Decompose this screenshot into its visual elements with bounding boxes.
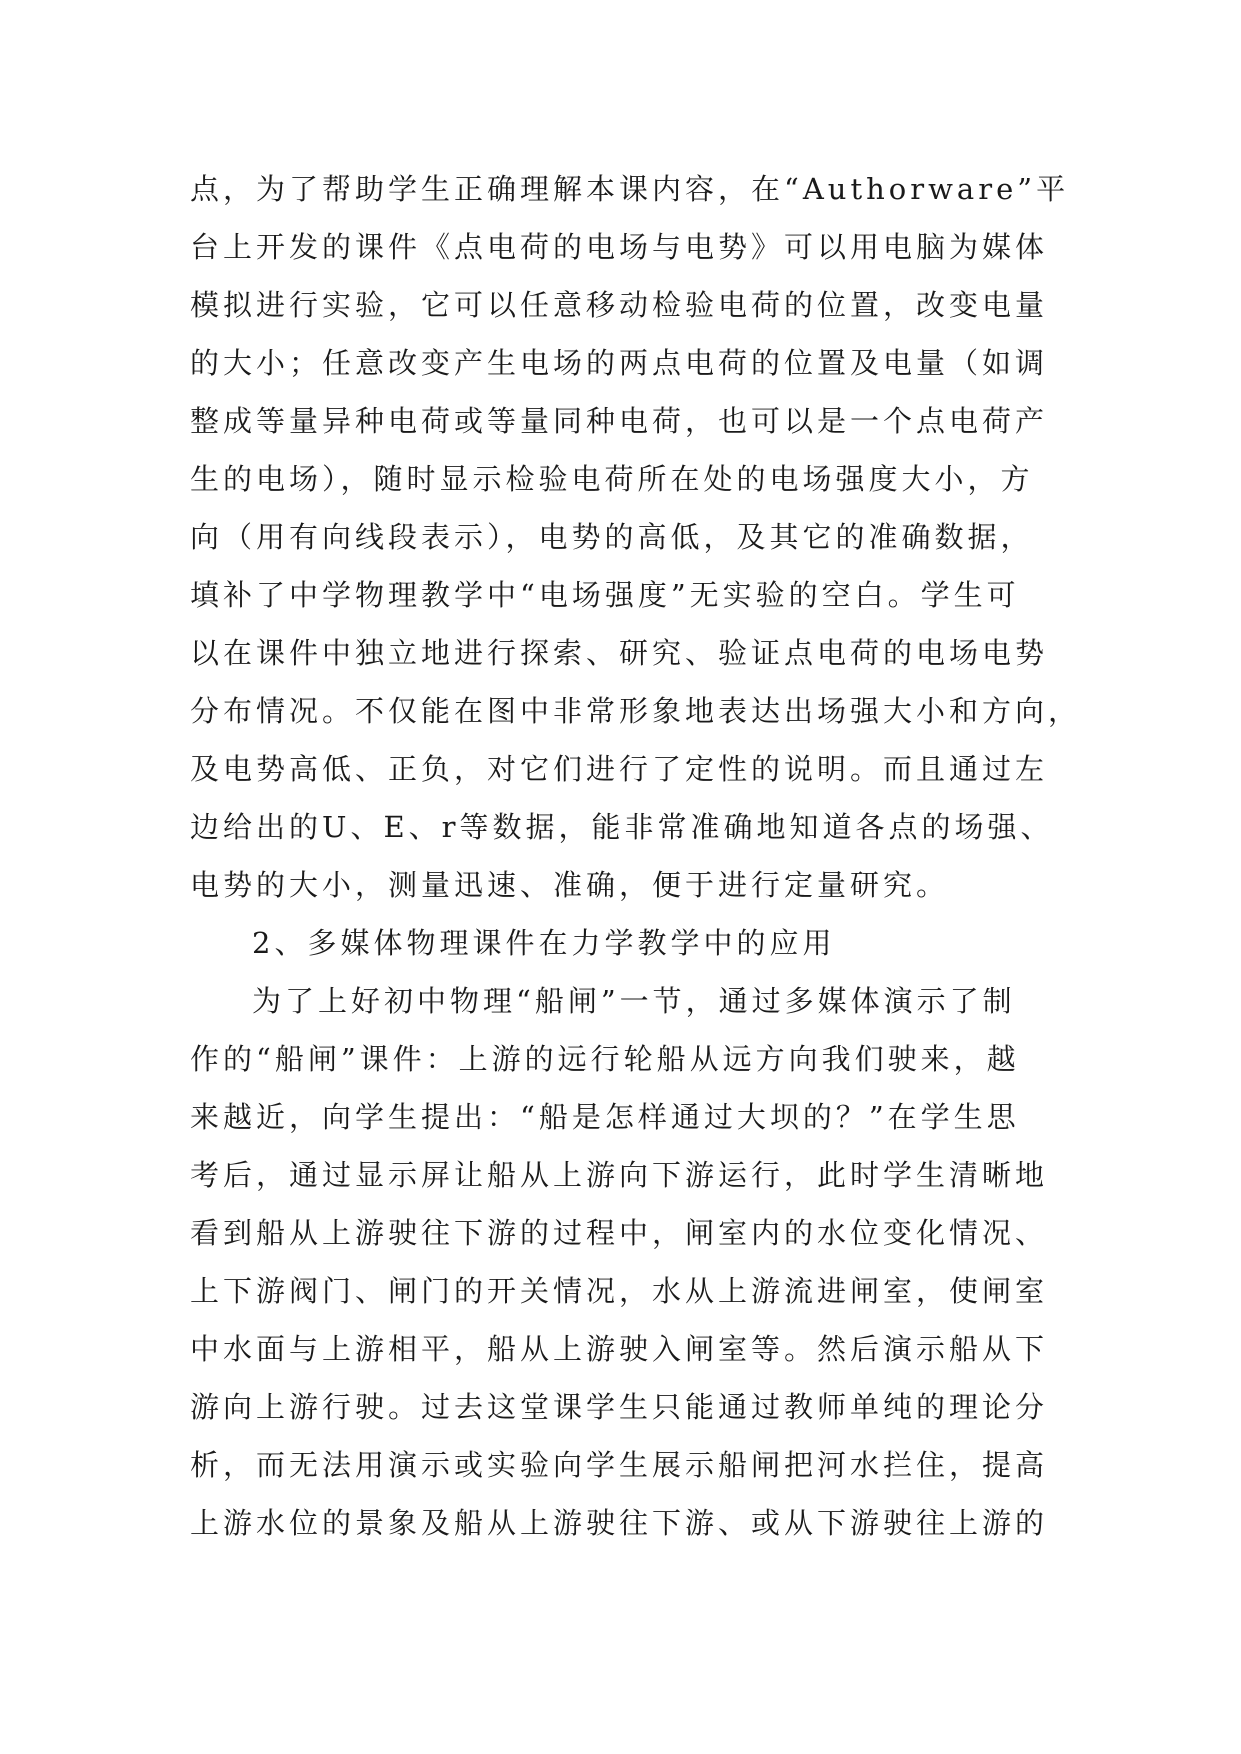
text-line: 台上开发的课件《点电荷的电场与电势》可以用电脑为媒体 xyxy=(190,230,1049,264)
text-line: 生的电场），随时显示检验电荷所在处的电场强度大小，方 xyxy=(190,462,1034,496)
text-line: 游向上游行驶。过去这堂课学生只能通过教师单纯的理论分 xyxy=(190,1390,1049,1424)
text-line: 作的“船闸”课件：上游的远行轮船从远方向我们驶来，越 xyxy=(190,1042,1020,1076)
text-line: 考后，通过显示屏让船从上游向下游运行，此时学生清晰地 xyxy=(190,1158,1049,1192)
text-line: 看到船从上游驶往下游的过程中，闸室内的水位变化情况、 xyxy=(190,1216,1049,1250)
text-line: 上下游阀门、闸门的开关情况，水从上游流进闸室，使闸室 xyxy=(190,1274,1049,1308)
text-line: 模拟进行实验，它可以任意移动检验电荷的位置，改变电量 xyxy=(190,288,1049,322)
document-page xyxy=(190,160,1082,1552)
text-line: 以在课件中独立地进行探索、研究、验证点电荷的电场电势 xyxy=(190,636,1049,670)
text-line: 分布情况。不仅能在图中非常形象地表达出场强大小和方向， xyxy=(190,694,1082,728)
text-line: 及电势高低、正负，对它们进行了定性的说明。而且通过左 xyxy=(190,752,1049,786)
text-line: 来越近，向学生提出：“船是怎样通过大坝的？”在学生思 xyxy=(190,1100,1020,1134)
text-line: 上游水位的景象及船从上游驶往下游、或从下游驶往上游的 xyxy=(190,1506,1049,1540)
text-line: 为了上好初中物理“船闸”一节，通过多媒体演示了制 xyxy=(252,984,1016,1018)
text-line: 电势的大小，测量迅速、准确，便于进行定量研究。 xyxy=(190,868,950,902)
text-line: 边给出的U、E、r等数据，能非常准确地知道各点的场强、 xyxy=(190,810,1054,844)
text-line: 析，而无法用演示或实验向学生展示船闸把河水拦住，提高 xyxy=(190,1448,1049,1482)
text-line: 的大小；任意改变产生电场的两点电荷的位置及电量（如调 xyxy=(190,346,1049,380)
text-line: 中水面与上游相平，船从上游驶入闸室等。然后演示船从下 xyxy=(190,1332,1049,1366)
text-line: 向（用有向线段表示），电势的高低，及其它的准确数据， xyxy=(190,520,1034,554)
text-line: 填补了中学物理教学中“电场强度”无实验的空白。学生可 xyxy=(190,578,1020,612)
text-line: 点，为了帮助学生正确理解本课内容，在“Authorware”平 xyxy=(190,172,1070,206)
text-line: 整成等量异种电荷或等量同种电荷，也可以是一个点电荷产 xyxy=(190,404,1049,438)
section-heading: 2、多媒体物理课件在力学教学中的应用 xyxy=(252,926,836,960)
